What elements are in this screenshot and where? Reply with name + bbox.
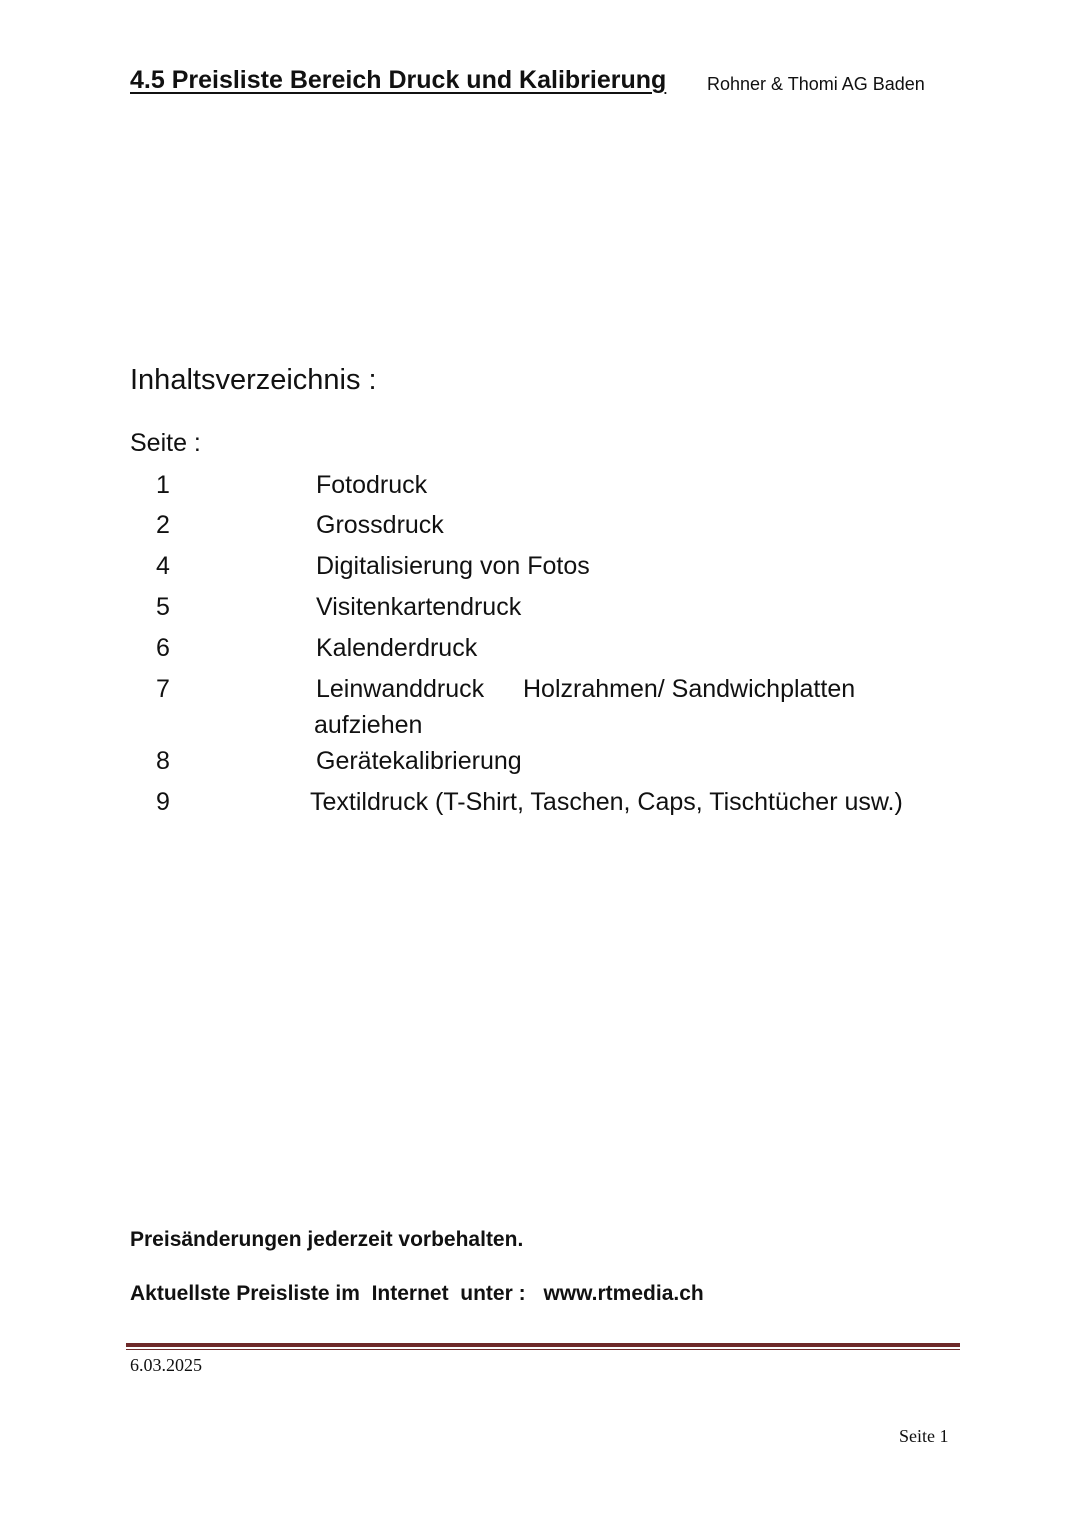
- toc-entry-page: 6: [156, 634, 170, 662]
- website-notice: [130, 1282, 704, 1306]
- website-notice-label: Aktuellste Preisliste im Internet unter :: [130, 1282, 526, 1305]
- toc-entry-title: Textildruck (T-Shirt, Taschen, Caps, Tischtücher usw.): [310, 788, 903, 816]
- toc-entry-page: 5: [156, 593, 170, 621]
- toc-entry-page: 1: [156, 471, 170, 499]
- toc-entry-page: 8: [156, 747, 170, 775]
- toc-entry-extra: Holzrahmen/ Sandwichplatten: [523, 675, 856, 703]
- price-change-notice: Preisänderungen jederzeit vorbehalten.: [130, 1228, 524, 1251]
- toc-entry-title: Fotodruck: [316, 471, 428, 499]
- toc-entry-title: Digitalisierung von Fotos: [316, 552, 590, 580]
- company-name: Rohner & Thomi AG Baden: [707, 74, 925, 94]
- footer-page-number: Seite 1: [899, 1426, 949, 1446]
- toc-entry-title: Visitenkartendruck: [316, 593, 522, 621]
- toc-entry-continuation: aufziehen: [314, 711, 423, 739]
- toc-page-label: Seite :: [130, 429, 201, 457]
- footer-rule: [126, 1343, 960, 1350]
- toc-entry-title: Kalenderdruck: [316, 634, 478, 662]
- toc-entry-page: 2: [156, 511, 170, 539]
- toc-heading: Inhaltsverzeichnis :: [130, 364, 377, 396]
- toc-entry-page: 4: [156, 552, 170, 580]
- website-link[interactable]: www.rtmedia.ch: [543, 1282, 704, 1305]
- toc-entry-title: Grossdruck: [316, 511, 444, 539]
- toc-entry-title: Gerätekalibrierung: [316, 747, 522, 775]
- toc-entry-page: 9: [156, 788, 170, 816]
- toc-entry-title: Leinwanddruck: [316, 675, 485, 703]
- footer-date: 6.03.2025: [130, 1355, 202, 1375]
- toc-entry-page: 7: [156, 675, 170, 703]
- page-title: 4.5 Preisliste Bereich Druck und Kalibrierung: [130, 66, 667, 94]
